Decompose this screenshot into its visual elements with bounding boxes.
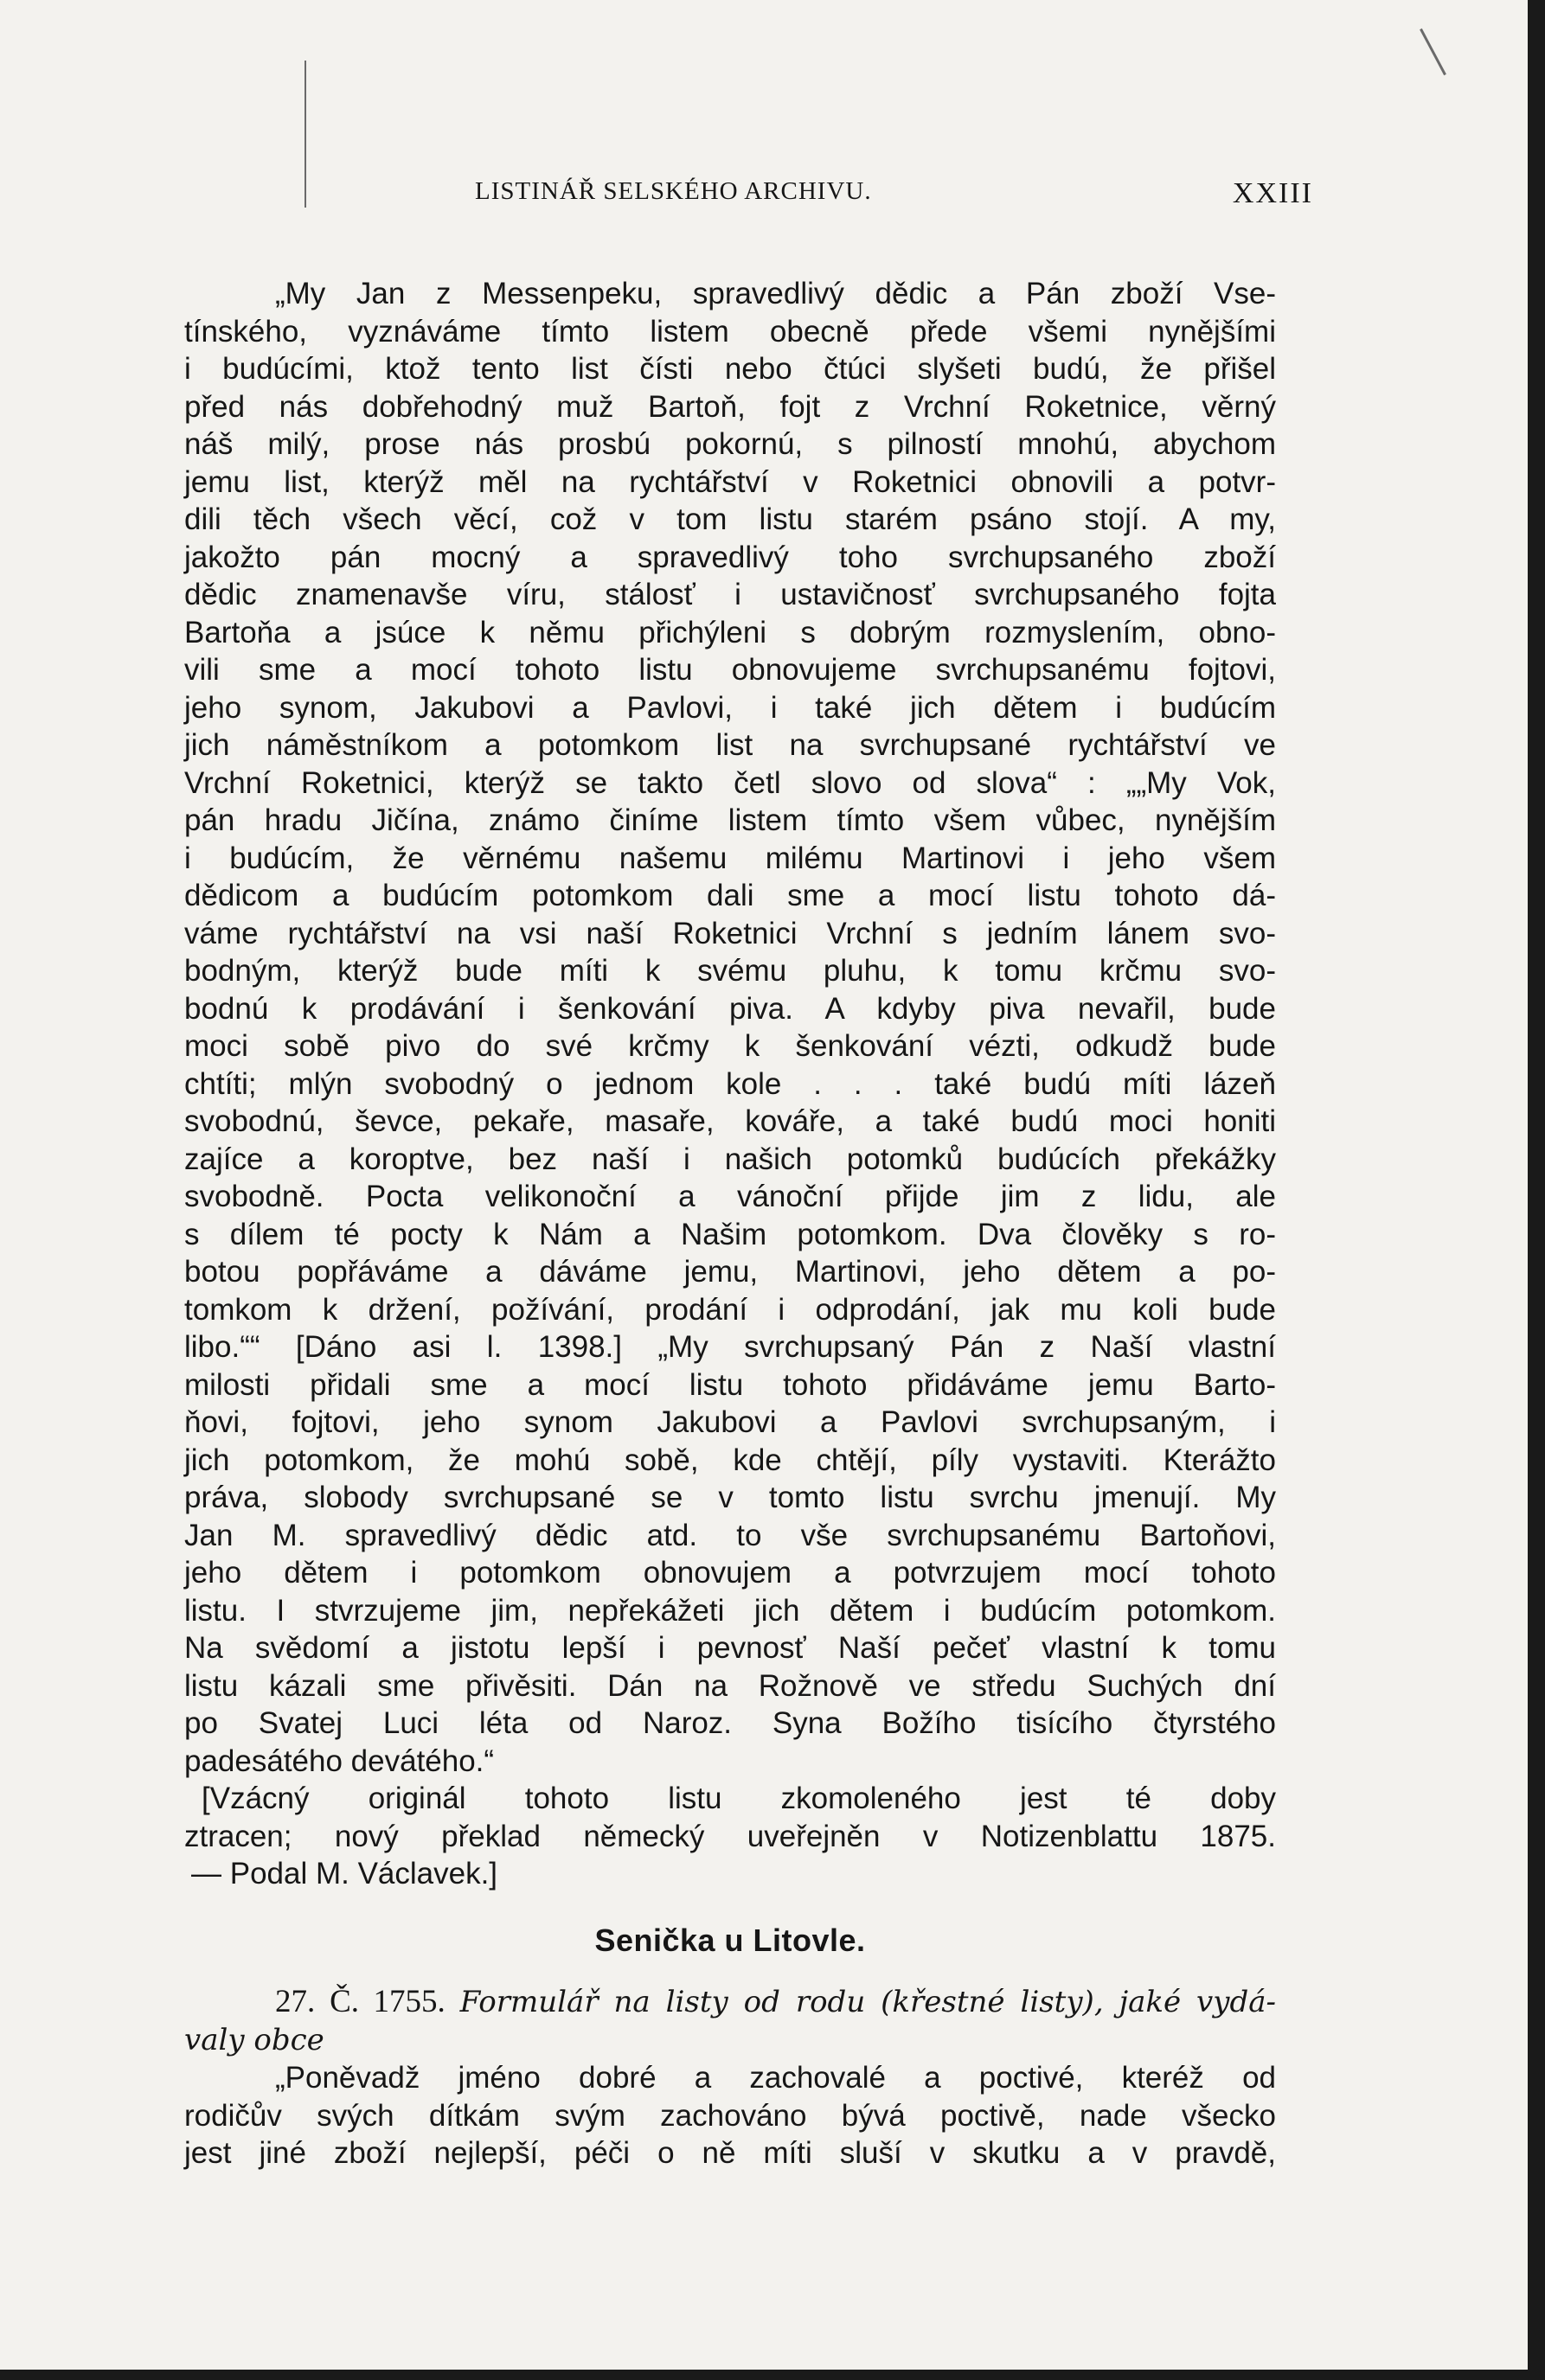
- text-line: ňovi, fojtovi, jeho synom Jakubovi a Pavlovi svrchupsaným, i: [184, 1405, 1276, 1439]
- text-line: i budúcím, že věrnému našemu milému Martinovi i jeho všem: [184, 841, 1276, 875]
- text-line: před nás dobřehodný muž Bartoň, fojt z Vrchní Roketnice, věrný: [184, 389, 1276, 424]
- charter-paragraph: [184, 275, 1276, 1780]
- entry-paragraph: [184, 1983, 1276, 2172]
- text-line: padesátého devátého.“: [184, 1743, 495, 1778]
- text-line: svobodně. Pocta velikonoční a vánoční přijde jim z lidu, ale: [184, 1180, 1276, 1213]
- text-line: „Poněvadž jméno dobré a zachovalé a poctivé, kteréž od: [275, 2061, 1276, 2095]
- text-line: dědicom a budúcím potomkom dali sme a mocí listu tohoto dá-: [184, 879, 1276, 912]
- text-line: vili sme a mocí tohoto listu obnovujeme svrchupsanému fojtovi,: [184, 653, 1276, 687]
- text-line: Na svědomí a jistotu lepší i pevnosť Naší pečeť vlastní k tomu: [184, 1631, 1276, 1665]
- text-line: libo.““ [Dáno asi l. 1398.] „My svrchupsaný Pán z Naší vlastní: [184, 1330, 1276, 1364]
- text-line: jich potomkom, že mohú sobě, kde chtějí, píly vystaviti. Kterážto: [184, 1443, 1276, 1477]
- section-heading: Senička u Litovle.: [594, 1922, 866, 1958]
- page-number: XXIII: [1232, 177, 1313, 209]
- text-line: chtíti; mlýn svobodný o jednom kole . . . také budú míti lázeň: [184, 1066, 1276, 1101]
- entry-title: Formulář na listy od rodu (křestné listy), jaké vydá-: [459, 1985, 1276, 2019]
- text-line: Vrchní Roketnici, kterýž se takto četl slovo od slova“ : „„My Vok,: [184, 765, 1276, 800]
- text-line: jemu list, kterýž měl na rychtářství v Roketnici obnovili a potvr-: [184, 464, 1276, 499]
- text-line: dědic znamenavše víru, stálosť i ustavičnosť svrchupsaného fojta: [184, 578, 1276, 611]
- text-line: „My Jan z Messenpeku, spravedlivý dědic a Pán zboží Vse-: [275, 277, 1276, 310]
- entry-title-continued: valy obce: [184, 2022, 324, 2057]
- text-line: — Podal M. Václavek.]: [191, 1857, 498, 1891]
- entry-year: Č. 1755.: [330, 1984, 446, 2019]
- text-line: jeho dětem i potomkom obnovujem a potvrzujem mocí tohoto: [184, 1556, 1276, 1590]
- page-edge-mark: [305, 61, 306, 208]
- text-line: milosti přidali sme a mocí listu tohoto přidáváme jemu Barto-: [184, 1367, 1276, 1402]
- header-title: LISTINÁŘ SELSKÉHO ARCHIVU.: [475, 177, 872, 205]
- text-line: rodičův svých dítkám svým zachováno bývá poctivě, nade všecko: [184, 2098, 1276, 2133]
- text-line: dili těch všech věcí, což v tom listu starém psáno stojí. A my,: [184, 502, 1276, 536]
- text-line: tínského, vyznáváme tímto listem obecně přede všemi nynějšími: [184, 314, 1276, 349]
- text-line: i budúcími, ktož tento list čísti nebo čtúci slyšeti budú, že přišel: [184, 352, 1276, 386]
- text-line: svobodnú, ševce, pekaře, masaře, kováře, a také budú moci honiti: [184, 1104, 1276, 1138]
- text-body: [184, 275, 1276, 2172]
- text-line: po Svatej Luci léta od Naroz. Syna Božího tisícího čtyrstého: [184, 1706, 1276, 1740]
- text-line: listu. I stvrzujeme jim, nepřekážeti jich dětem i budúcím potomkom.: [184, 1593, 1276, 1628]
- text-line: pán hradu Jičína, známo činíme listem tímto všem vůbec, nynějším: [184, 803, 1276, 837]
- text-line: zajíce a koroptve, bez naší i našich potomků budúcích překážky: [184, 1142, 1276, 1176]
- entry-number: 27.: [275, 1984, 316, 2019]
- entry-header-line: [184, 1983, 1276, 2022]
- text-line: bodnú k prodávání i šenkování piva. A kdyby piva nevařil, bude: [184, 991, 1276, 1026]
- text-line: váme rychtářství na vsi naší Roketnici Vrchní s jedním lánem svo-: [184, 916, 1276, 950]
- text-line: bodným, kterýž bude míti k svému pluhu, k tomu krčmu svo-: [184, 954, 1276, 988]
- text-line: jich náměstníkom a potomkom list na svrchupsané rychtářství ve: [184, 728, 1276, 762]
- text-line: Bartoňa a jsúce k němu přichýleni s dobrým rozmyslením, obno-: [184, 615, 1276, 649]
- text-line: Jan M. spravedlivý dědic atd. to vše svrchupsanému Bartoňovi,: [184, 1518, 1276, 1552]
- page-corner-mark: [1420, 29, 1446, 75]
- text-line: listu kázali sme přivěsiti. Dán na Rožnově ve středu Suchých dní: [184, 1668, 1276, 1703]
- text-line: s dílem té pocty k Nám a Našim potomkom. Dva člověky s ro-: [184, 1217, 1276, 1251]
- text-line: náš milý, prose nás prosbú pokornú, s pilností mnohú, abychom: [184, 427, 1276, 461]
- text-line: [Vzácný originál tohoto listu zkomoleného jest té doby: [202, 1782, 1276, 1815]
- text-line: práva, slobody svrchupsané se v tomto listu svrchu jmenují. My: [184, 1481, 1276, 1514]
- text-line: jest jiné zboží nejlepší, péči o ně míti sluší v skutku a v pravdě,: [184, 2136, 1276, 2170]
- text-line: ztracen; nový překlad německý uveřejněn v Notizenblattu 1875.: [184, 1819, 1276, 1853]
- text-line: botou popřáváme a dáváme jemu, Martinovi, jeho dětem a po-: [184, 1255, 1276, 1289]
- text-line: tomkom k držení, požívání, prodání i odprodání, jak mu koli bude: [184, 1292, 1276, 1327]
- editorial-note: [184, 1780, 1276, 1893]
- text-line: jakožto pán mocný a spravedlivý toho svrchupsaného zboží: [184, 540, 1276, 574]
- text-line: jeho synom, Jakubovi a Pavlovi, i také jich dětem i budúcím: [184, 690, 1276, 725]
- text-line: moci sobě pivo do své krčmy k šenkování vézti, odkudž bude: [184, 1029, 1276, 1063]
